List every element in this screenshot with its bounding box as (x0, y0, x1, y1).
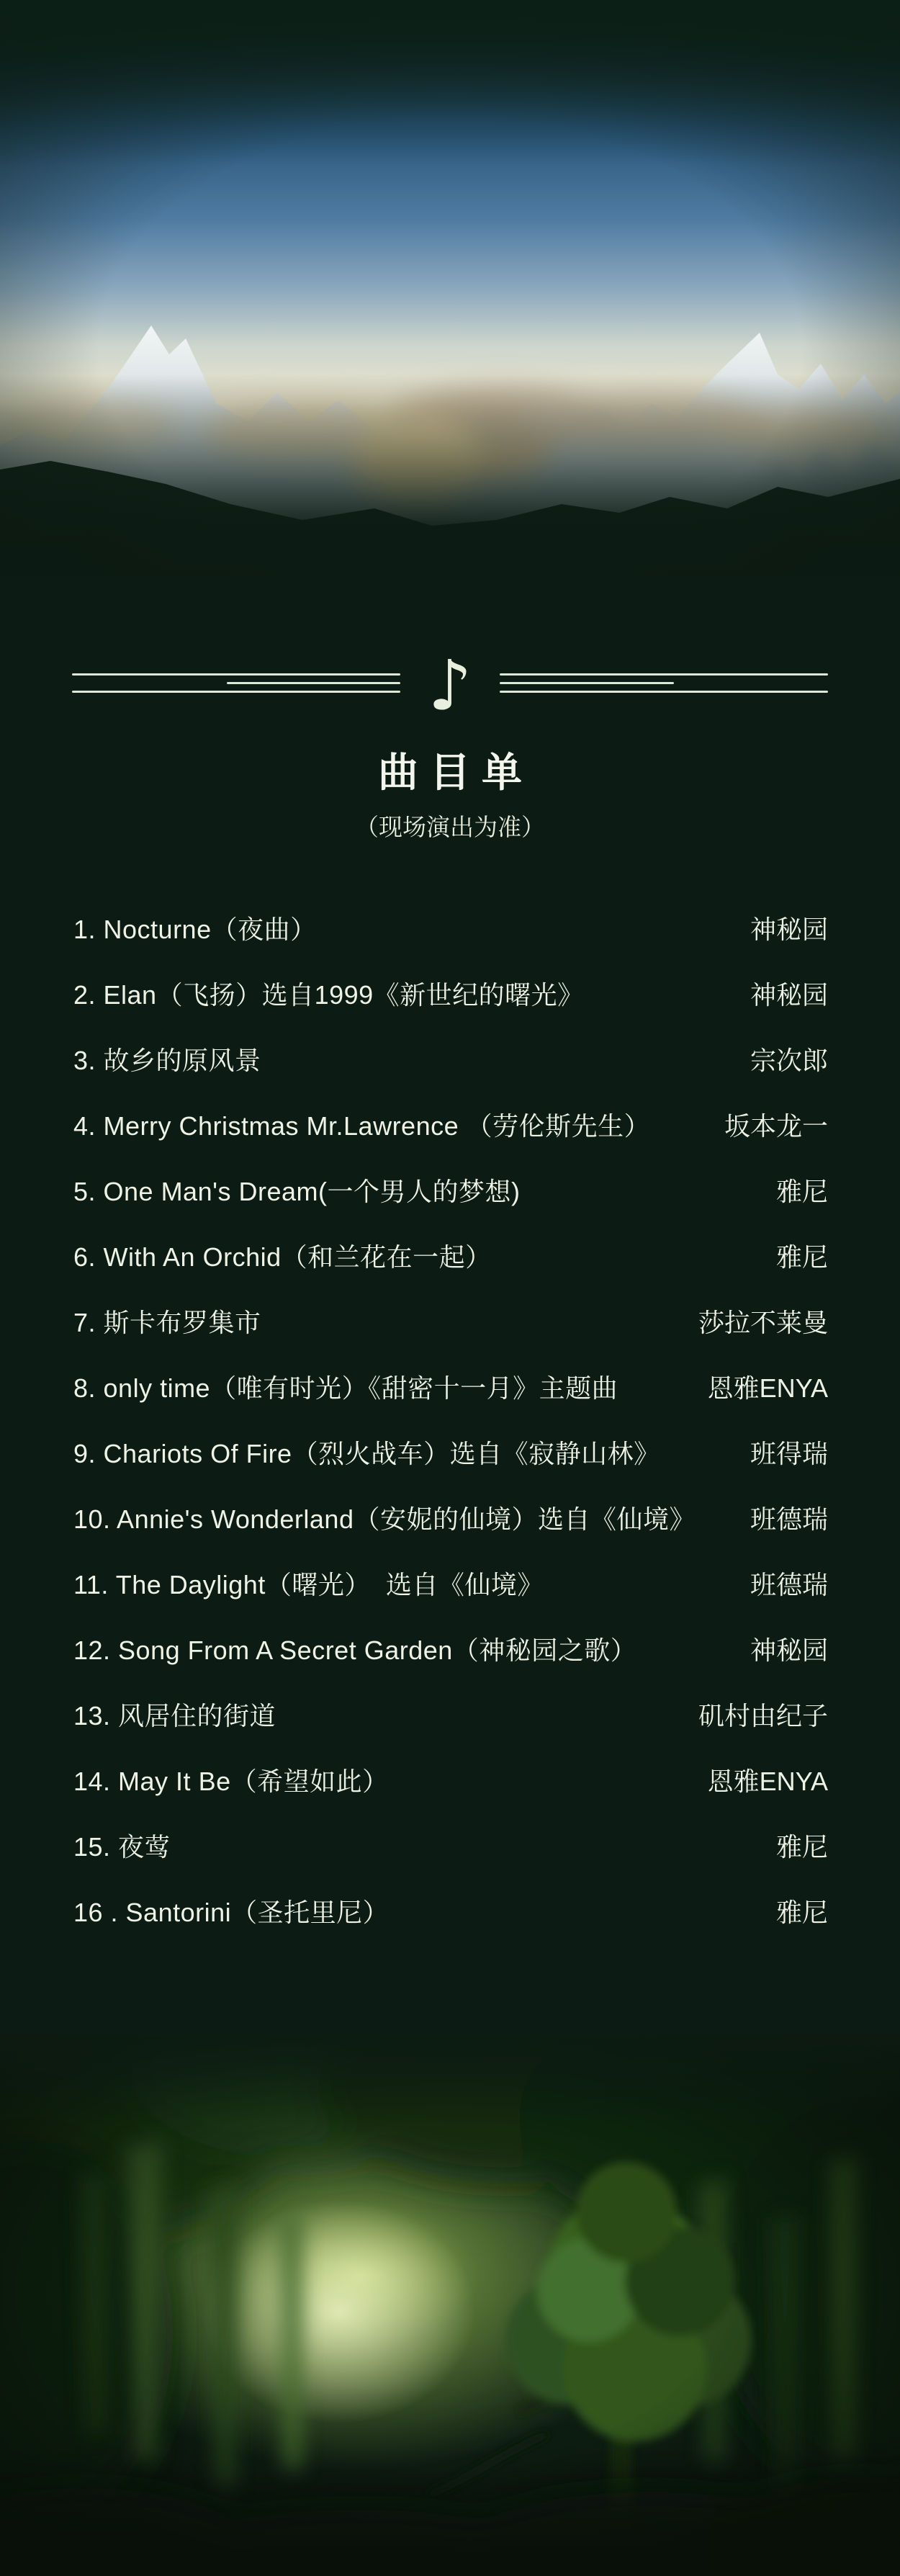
song-artist: 宗次郎 (750, 1046, 828, 1075)
music-divider (72, 645, 828, 726)
song-title: 13. 风居住的街道 (73, 1701, 276, 1731)
song-row (73, 1157, 828, 1223)
song-artist: 班德瑞 (750, 1504, 828, 1534)
forest-hero-image (0, 2031, 900, 2576)
song-row (73, 1485, 828, 1550)
song-row (73, 1813, 828, 1878)
song-artist: 恩雅ENYA (707, 1373, 828, 1403)
song-list (73, 895, 828, 1944)
song-title: 9. Chariots Of Fire（烈火战车）选自《寂静山林》 (73, 1439, 660, 1468)
song-title: 8. only time（唯有时光）《甜密十一月》主题曲 (73, 1373, 618, 1403)
song-row (73, 1288, 828, 1354)
song-artist: 班得瑞 (750, 1439, 828, 1468)
divider-line (500, 691, 828, 693)
song-title: 1. Nocturne（夜曲） (73, 915, 317, 944)
song-title: 3. 故乡的原风景 (73, 1046, 261, 1075)
song-title: 14. May It Be（希望如此） (73, 1767, 389, 1796)
song-artist: 莎拉不莱曼 (698, 1308, 828, 1337)
song-row (73, 1419, 828, 1485)
divider-line (500, 673, 828, 676)
song-row (73, 1354, 828, 1419)
song-row (73, 895, 828, 961)
song-title: 12. Song From A Secret Garden（神秘园之歌） (73, 1635, 637, 1665)
divider-lines-left (72, 673, 400, 693)
song-artist: 神秘园 (750, 1635, 828, 1665)
song-title: 10. Annie's Wonderland（安妮的仙境）选自《仙境》 (73, 1504, 696, 1534)
song-artist: 神秘园 (750, 980, 828, 1010)
song-title: 4. Merry Christmas Mr.Lawrence （劳伦斯先生） (73, 1111, 651, 1141)
song-title: 15. 夜莺 (73, 1832, 171, 1862)
mountain-hero-image (0, 0, 900, 576)
song-title: 6. With An Orchid（和兰花在一起） (73, 1242, 492, 1272)
song-row (73, 961, 828, 1026)
song-title: 7. 斯卡布罗集市 (73, 1308, 261, 1337)
song-row (73, 1747, 828, 1813)
song-artist: 坂本龙一 (724, 1111, 828, 1141)
song-row (73, 1682, 828, 1747)
page-title: 曲目单 (378, 751, 534, 796)
divider-line-short (500, 682, 674, 684)
song-title: 16 . Santorini（圣托里尼） (73, 1898, 390, 1927)
song-row (73, 1223, 828, 1288)
song-artist: 雅尼 (775, 1898, 828, 1927)
song-artist: 雅尼 (775, 1177, 828, 1206)
song-artist: 神秘园 (750, 915, 828, 944)
song-row (73, 1092, 828, 1157)
song-row (73, 1616, 828, 1682)
song-artist: 雅尼 (775, 1832, 828, 1862)
song-artist: 雅尼 (775, 1242, 828, 1272)
music-note-icon: ♪ (428, 645, 472, 726)
song-row (73, 1026, 828, 1092)
page-subtitle: （现场演出为准） (355, 815, 545, 841)
song-title: 2. Elan（飞扬）选自1999《新世纪的曙光》 (73, 980, 584, 1010)
song-title: 5. One Man's Dream(一个男人的梦想) (73, 1177, 521, 1206)
song-row (73, 1550, 828, 1616)
divider-lines-right (500, 673, 828, 693)
mountain-scene-graphic (0, 0, 900, 576)
song-row (73, 1878, 828, 1944)
song-artist: 矶村由纪子 (698, 1701, 828, 1731)
song-artist: 恩雅ENYA (707, 1767, 828, 1796)
song-title: 11. The Daylight（曙光） 选自《仙境》 (73, 1570, 544, 1599)
song-artist: 班德瑞 (750, 1570, 828, 1599)
forest-scene-graphic (0, 2031, 900, 2576)
divider-line (72, 691, 400, 693)
divider-line (72, 673, 400, 676)
divider-line-short (227, 682, 401, 684)
